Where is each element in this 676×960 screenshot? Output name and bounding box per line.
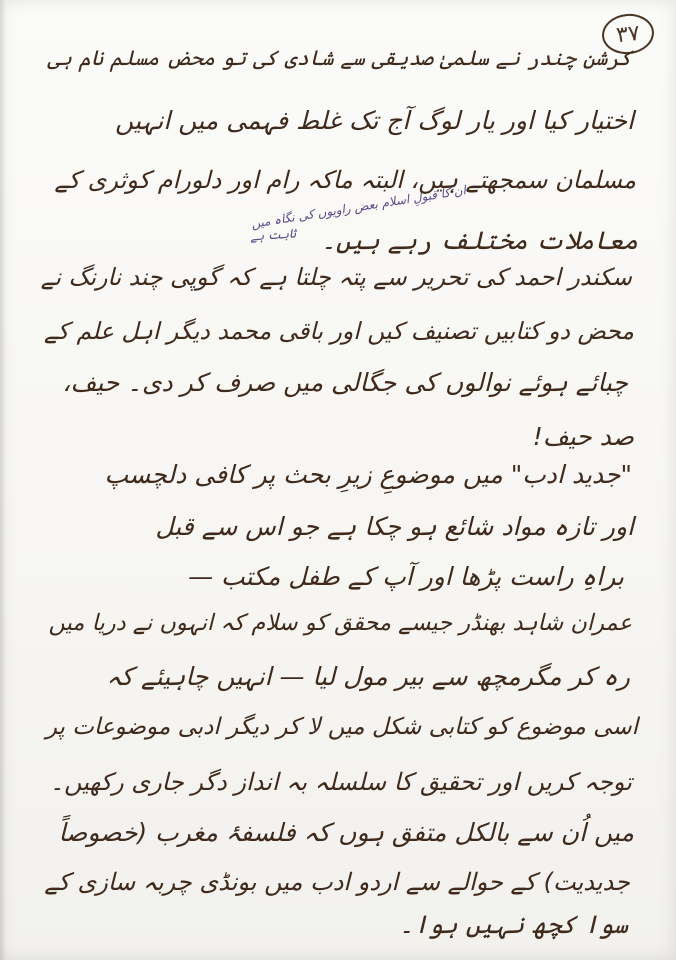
interlinear-note: ان کا قبولِ اسلام بعض راویوں کی نگاہ میں xyxy=(250,183,467,231)
interlinear-note: ثابت ہے xyxy=(249,226,297,244)
text-line: سکندر احمد کی تحریر سے پتہ چلتا ہے کہ گوپی چند نارنگ نے xyxy=(40,263,632,291)
page-number: ۳۷ xyxy=(600,11,656,56)
text-line: "جدید ادب" میں موضوعِ زیرِ بحث پر کافی دلچسپ xyxy=(104,460,632,489)
text-line: توجہ کریں اور تحقیق کا سلسلہ بہ انداز دگر جاری رکھیں۔ xyxy=(50,768,632,796)
text-line: میں اُن سے بالکل متفق ہوں کہ فلسفۂ مغرب (خصوصاً xyxy=(58,818,634,847)
text-line: معاملات مختلف رہے ہیں۔ xyxy=(321,226,638,255)
text-line: محض دو کتابیں تصنیف کیں اور باقی محمد دیگر اہل علم کے xyxy=(44,317,634,345)
text-line: جدیدیت) کے حوالے سے اردو ادب میں بونڈی چربہ سازی کے xyxy=(44,868,630,896)
text-line: اور تازہ مواد شائع ہو چکا ہے جو اس سے قبل xyxy=(155,512,634,541)
text-line: رہ کر مگرمچھ سے بیر مول لیا — انہیں چاہیئے کہ xyxy=(106,662,630,691)
text-line: سوا کچھ نہیں ہوا۔ xyxy=(399,910,628,939)
text-line: عمران شاہد بھنڈر جیسے محقق کو سلام کہ انہوں نے دریا میں xyxy=(48,610,632,636)
text-line: اختیار کیا اور یار لوگ آج تک غلط فہمی میں انہیں xyxy=(115,106,634,135)
text-line: مسلمان سمجھتے ہیں، البتہ ماکہ رام اور دلورام کوثری کے xyxy=(54,166,636,194)
text-line: چبائے ہوئے نوالوں کی جگالی میں صرف کر دی۔ حیف، xyxy=(62,368,628,397)
text-line: اسی موضوع کو کتابی شکل میں لا کر دیگر ادبی موضوعات پر xyxy=(45,714,638,740)
text-line: کرشن چندر نے سلمیٰ صدیقی سے شادی کی تو محض مسلم نام ہی xyxy=(47,46,632,70)
text-line: براہِ راست پڑھا اور آپ کے طفل مکتب — xyxy=(188,562,624,591)
text-line: صد حیف! xyxy=(532,422,634,451)
